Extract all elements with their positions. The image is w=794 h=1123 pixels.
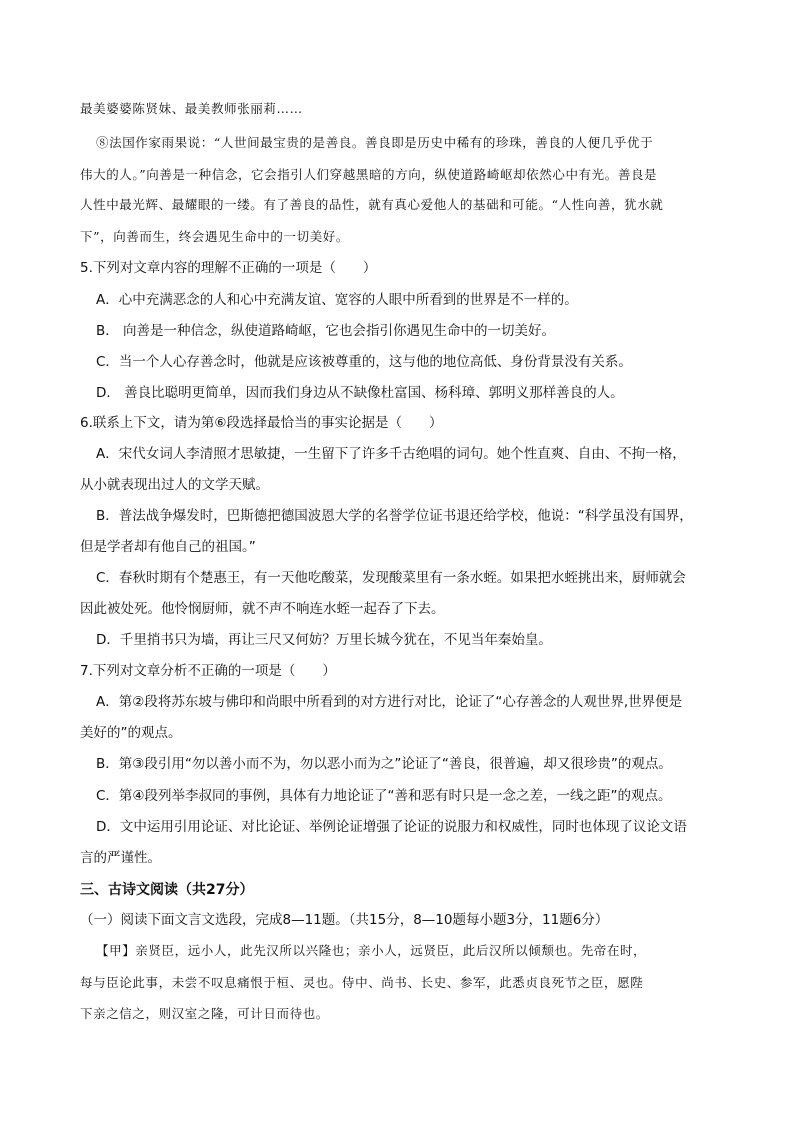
q7-stem: 7.下列对文章分析不正确的一项是（ ）	[80, 663, 336, 679]
q7-option-d-line-2: 言的严谨性。	[80, 850, 161, 866]
para8-line-4: 下”，向善而生，终会遇见生命中的一切美好。	[80, 229, 349, 244]
q5-option-b: B． 向善是一种信念，纵使道路崎岖，它也会指引你遇见生命中的一切美好。	[96, 323, 556, 339]
q5-option-c: C．当一个人心存善念时，他就是应该被尊重的，这与他的地位高低、身份背景没有关系。	[96, 354, 632, 370]
q7-option-b: B．第③段引用“勿以善小而不为，勿以恶小而为之”论证了“善良，很普遍，却又很珍贵”的观点。	[96, 756, 672, 772]
passage-tail: 最美婆婆陈贤妹、最美教师张丽莉……	[80, 101, 303, 116]
q5-stem: 5.下列对文章内容的理解不正确的一项是（ ）	[80, 260, 377, 276]
section-3-heading: 三、古诗文阅读（共27分）	[80, 882, 254, 898]
para8-line-1: ⑧法国作家雨果说：“人世间最宝贵的是善良。善良即是历史中稀有的珍珠，善良的人便几乎优于	[96, 135, 654, 150]
q7-option-c: C．第④段列举李叔同的事例，具体有力地论证了“善和恶有时只是一念之差，一线之距”的观点。	[96, 788, 672, 804]
section-3-instructions: （一）阅读下面文言文选段，完成8—11题。（共15分，8—10题每小题3分，11题6分）	[80, 912, 609, 928]
q7-option-a-line-2: 美好的”的观点。	[80, 725, 182, 741]
q5-option-a: A．心中充满恶念的人和心中充满友谊、宽容的人眼中所看到的世界是不一样的。	[96, 292, 578, 308]
q6-option-d: D．千里捎书只为墙，再让三尺又何妨？万里长城今犹在，不见当年秦始皇。	[96, 632, 552, 648]
q6-option-a-line-2: 从小就表现出过人的文学天赋。	[80, 477, 269, 493]
q7-option-a-line-1: A．第②段将苏东坡与佛印和尚眼中所看到的对方进行对比，论证了“心存善念的人观世界,世界便是	[96, 694, 683, 710]
passage-jia-line-1: 【甲】亲贤臣，远小人，此先汉所以兴隆也；亲小人，远贤臣，此后汉所以倾颓也。先帝在时，	[96, 943, 647, 958]
passage-jia-line-2: 每与臣论此事，未尝不叹息痛恨于桓、灵也。侍中、尚书、长史、参军，此悉贞良死节之臣，愿陛	[80, 975, 644, 990]
q5-option-d: D． 善良比聪明更简单，因而我们身边从不缺像杜富国、杨科璋、郭明义那样善良的人。	[96, 385, 624, 401]
q7-option-d-line-1: D．文中运用引用论证、对比论证、举例论证增强了论证的说服力和权威性，同时也体现了议论文语	[96, 819, 687, 835]
q6-option-a-line-1: A．宋代女词人李清照才思敏捷，一生留下了许多千古绝唱的词句。她个性直爽、自由、不拘一格，	[96, 446, 686, 462]
q6-stem: 6.联系上下文，请为第⑥段选择最恰当的事实论据是（ ）	[80, 415, 443, 431]
para8-line-3: 人性中最光辉、最耀眼的一缕。有了善良的品性，就有真心爱他人的基础和可能。“人性向善，犹水就	[80, 197, 664, 212]
passage-jia-line-3: 下亲之信之，则汉室之隆，可计日而待也。	[80, 1006, 329, 1021]
q6-option-c-line-1: C．春秋时期有个楚惠王，有一天他吃酸菜，发现酸菜里有一条水蛭。如果把水蛭挑出来，厨师就会	[96, 570, 686, 586]
q6-option-c-line-2: 因此被处死。他怜悯厨师，就不声不响连水蛭一起吞了下去。	[80, 601, 445, 617]
para8-line-2: 伟大的人。”向善是一种信念，它会指引人们穿越黑暗的方向，纵使道路崎岖却依然心中有光。善良是	[80, 167, 658, 182]
q6-option-b-line-2: 但是学者却有他自己的祖国。”	[80, 539, 256, 555]
q6-option-b-line-1: B．普法战争爆发时，巴斯德把德国波恩大学的名誉学位证书退还给学校，他说：“科学虽没有国界，	[96, 508, 693, 524]
